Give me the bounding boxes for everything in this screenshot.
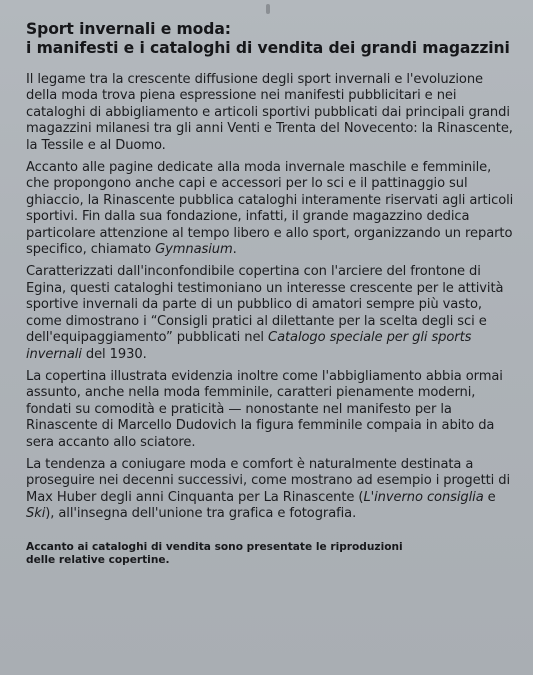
panel-title [26, 20, 515, 58]
paragraph-2-text: Accanto alle pagine dedicate alla moda invernale maschile e femminile, che propongono anche capi e accessori per lo sci e il pattinaggio sul ghiaccio, la Rinascente pubblica cataloghi interamente riservati agli articoli sportivi. Fin dalla sua fondazione, infatti, il grande magazzino dedica particolare attenzione al tempo libero e allo sport, organizzando un reparto specifico, chiamato [26, 160, 514, 258]
footnote-line-1: Accanto ai cataloghi di vendita sono presentate le riproduzioni [26, 540, 403, 553]
paragraph-4: La copertina illustrata evidenzia inoltre come l'abbigliamento abbia ormai assunto, anche nella moda femminile, caratteri pienamente moderni, fondati su comodità e praticità — nonostante nel manifesto per la Rinascente di Marcello Dudovich la figura femminile compaia in abito da sera accanto allo sciatore. [26, 368, 503, 450]
paragraph-5-italic-2: Ski [26, 506, 46, 522]
title-line-1: Sport invernali e moda: [26, 20, 231, 38]
mounting-screw [266, 4, 270, 14]
paragraph-2-italic: Gymnasium [155, 242, 233, 258]
paragraph-5 [26, 457, 515, 523]
title-line-2: i manifesti e i cataloghi di vendita dei grandi magazzini [26, 39, 510, 57]
paragraph-5-end: ), all'insegna dell'unione tra grafica e fotografia. [45, 506, 357, 522]
footnote [26, 541, 515, 567]
paragraph-5-italic-1: L'inverno consiglia [363, 489, 484, 505]
paragraph-5-mid: e [483, 489, 496, 505]
footnote-line-2: delle relative copertine. [26, 553, 170, 566]
paragraph-1: Il legame tra la crescente diffusione degli sport invernali e l'evoluzione della moda trova piena espressione nei manifesti pubblicitari e nei cataloghi di abbigliamento e articoli sportivi pubblicati dai principali grandi magazzini milanesi tra gli anni Venti e Trenta del Novecento: la Rinascente, la Tessile e al Duomo. [26, 72, 513, 153]
paragraph-2 [26, 160, 515, 258]
paragraph-2-end: . [232, 242, 237, 258]
paragraph-5-text: La tendenza a coniugare moda e comfort è naturalmente destinata a proseguire nei decenni successivi, come mostrano ad esempio i progetti di Max Huber degli anni Cinquanta per La Rinascente ( [26, 456, 510, 505]
paragraph-3-end: del 1930. [81, 346, 147, 362]
paragraph-3 [26, 264, 515, 362]
paragraph-3-text: Caratterizzati dall'inconfondibile copertina con l'arciere del frontone di Egina, questi cataloghi testimoniano un interesse crescente per le attività sportive invernali da parte di un pubblico di amatori sempre più vasto, come dimostrano i “Consigli pratici al dilettante per la scelta degli sci e dell'equipaggiamento” pubblicati nel [26, 264, 504, 346]
paragraph-3-italic: Catalogo speciale per gli sports invernali [26, 330, 472, 362]
